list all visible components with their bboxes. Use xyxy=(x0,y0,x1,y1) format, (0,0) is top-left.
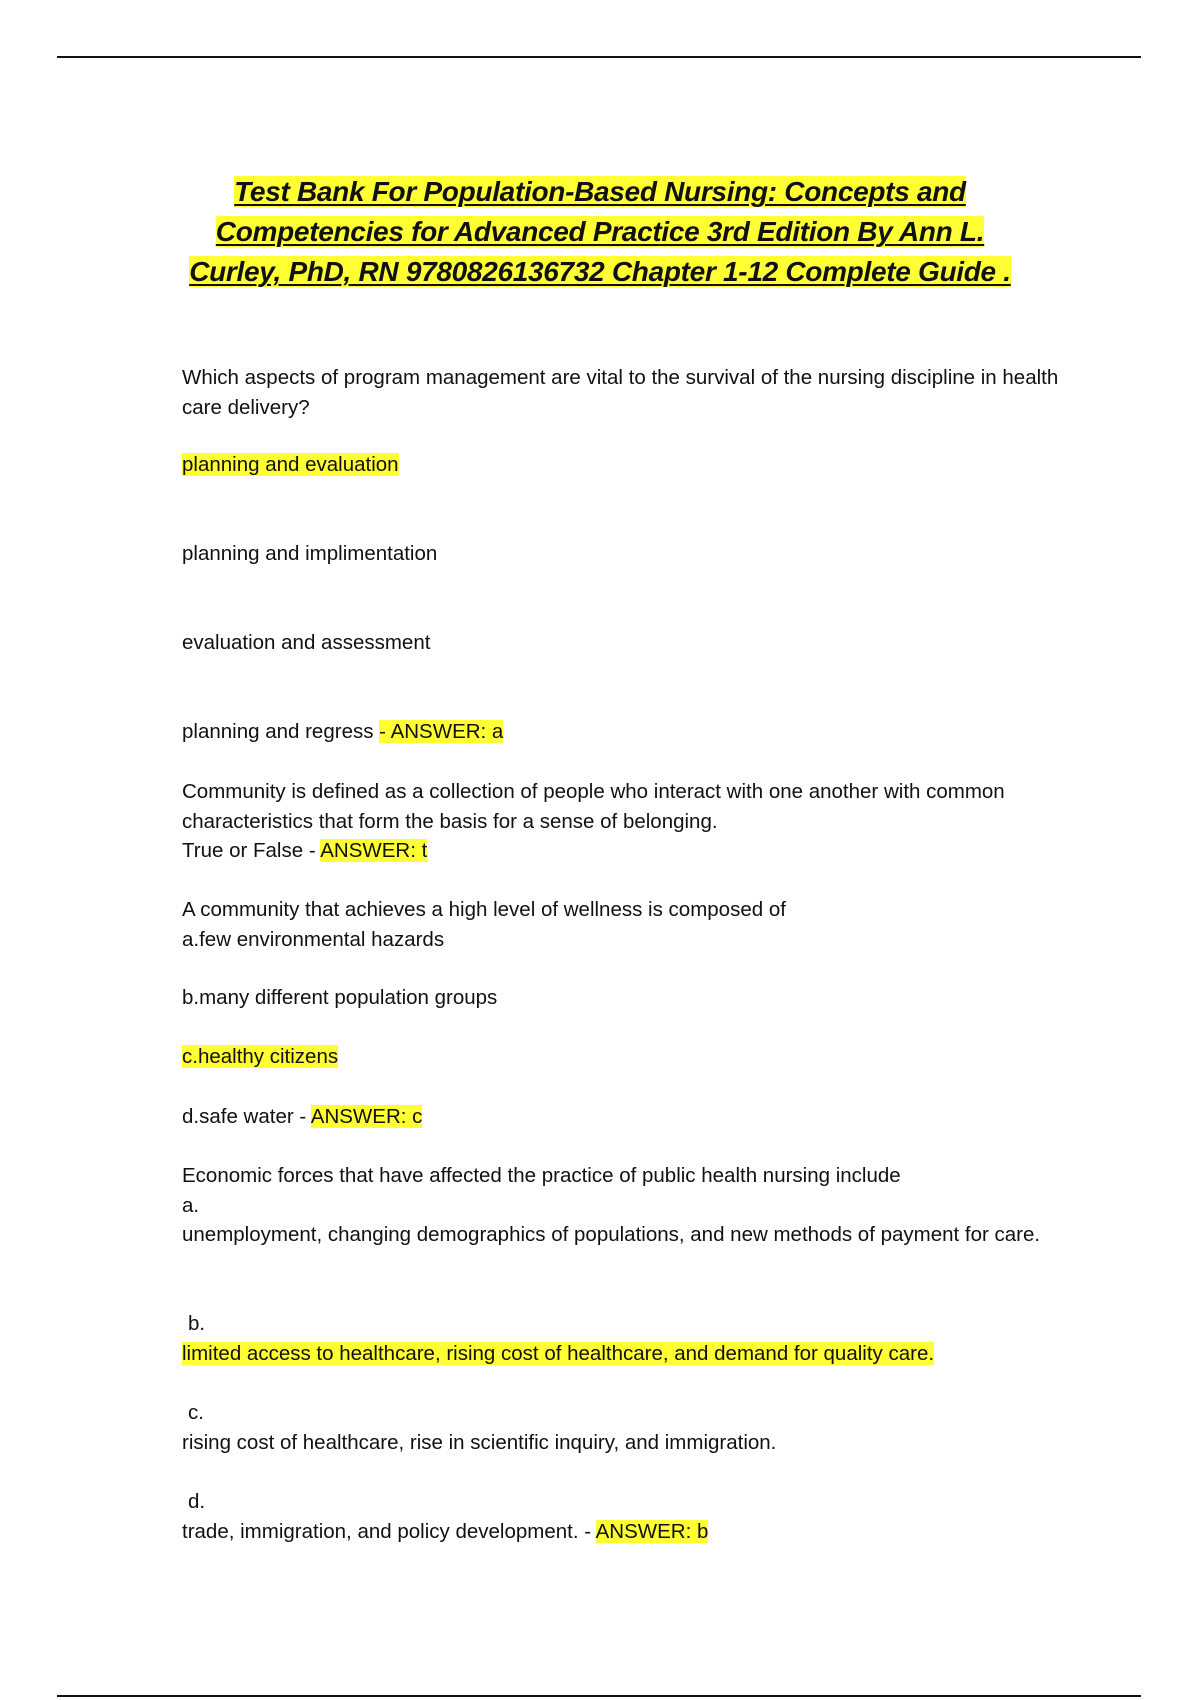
question-4-text: Economic forces that have affected the practice of public health nursing include xyxy=(182,1164,901,1187)
question-4-option-b: limited access to healthcare, rising cost of healthcare, and demand for quality care. xyxy=(182,1342,935,1365)
question-2-answer: ANSWER: t xyxy=(320,839,428,862)
question-1-option-d: planning and regress xyxy=(182,720,374,743)
question-4-option-d: trade, immigration, and policy development. - xyxy=(182,1520,596,1543)
question-2-text: Community is defined as a collection of people who interact with one another with common characteristics that form the basis for a sense of belonging. xyxy=(182,780,1005,833)
question-4-label-c: c. xyxy=(188,1401,204,1424)
question-1-text: Which aspects of program management are vital to the survival of the nursing discipline in health care delivery? xyxy=(182,366,1059,419)
question-2-prompt: True or False - xyxy=(182,839,321,862)
question-4-option-c: rising cost of healthcare, rise in scientific inquiry, and immigration. xyxy=(182,1431,777,1454)
question-3-option-c: c.healthy citizens xyxy=(182,1045,339,1068)
top-rule xyxy=(57,56,1141,58)
question-3-answer: ANSWER: c xyxy=(310,1105,423,1128)
question-4-answer: ANSWER: b xyxy=(595,1520,709,1543)
bottom-rule xyxy=(57,1695,1141,1697)
document-title xyxy=(180,172,1020,292)
question-4-label-a: a. xyxy=(182,1194,200,1217)
question-3-text: A community that achieves a high level of wellness is composed of xyxy=(182,898,786,921)
title-text: Test Bank For Population-Based Nursing: Concepts and Competencies for Advanced Practice 3rd Edition By Ann L. Curley, PhD, RN 9780826136732 Chapter 1-12 Complete Guide . xyxy=(189,176,1011,287)
question-3-option-d: d.safe water - xyxy=(182,1105,311,1128)
question-4-label-d: d. xyxy=(188,1490,206,1513)
question-1-answer: - ANSWER: a xyxy=(379,720,504,743)
question-1-option-b: planning and implimentation xyxy=(182,542,438,565)
question-1-option-a: planning and evaluation xyxy=(182,453,399,476)
question-4-option-a: unemployment, changing demographics of populations, and new methods of payment for care. xyxy=(182,1223,1041,1246)
question-4-label-b: b. xyxy=(188,1312,206,1335)
question-3-option-a: a.few environmental hazards xyxy=(182,928,445,951)
question-1-option-c: evaluation and assessment xyxy=(182,631,431,654)
question-3-option-b: b.many different population groups xyxy=(182,986,498,1009)
